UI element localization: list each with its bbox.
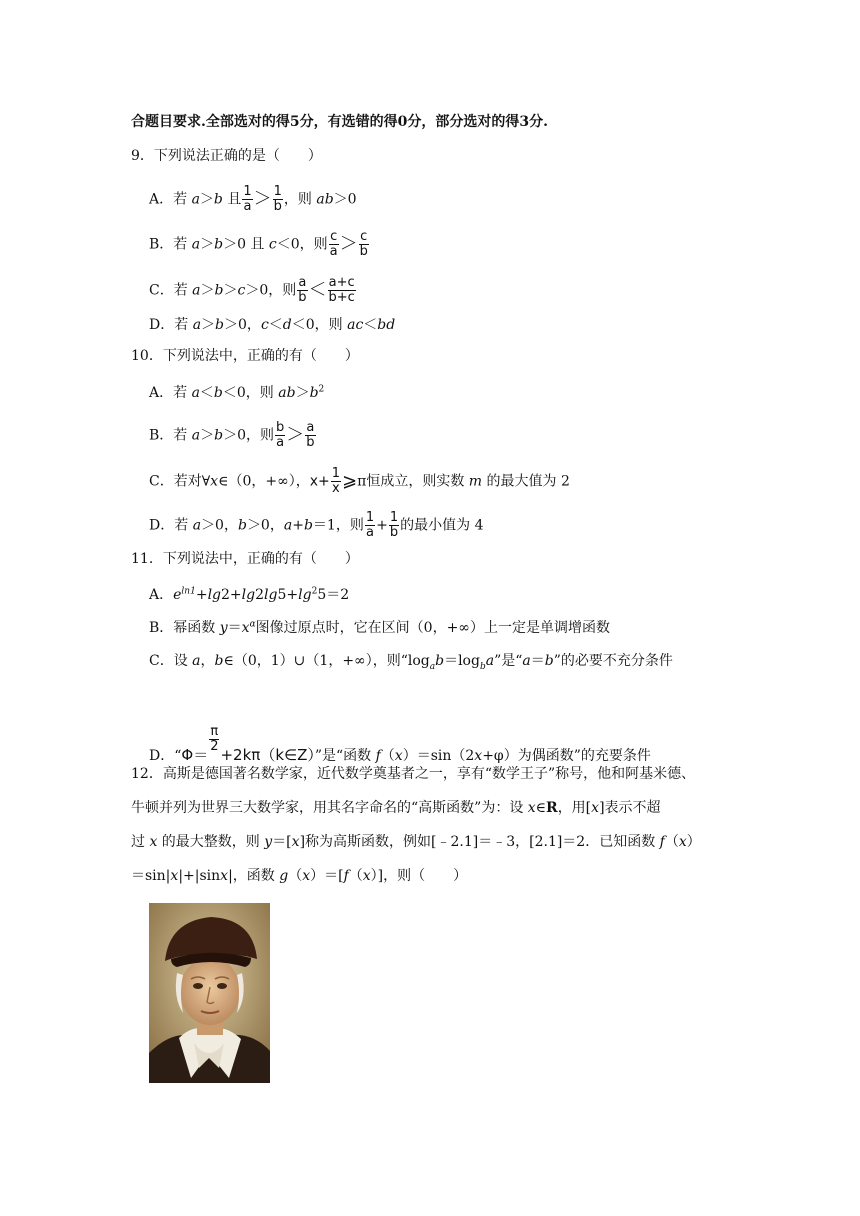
q11-option-b: [149, 618, 610, 638]
var: x: [678, 834, 687, 850]
q11-option-c: [149, 651, 673, 671]
text-fragment: （: [288, 868, 303, 884]
text-fragment: ”的必要不充分条件: [553, 653, 673, 669]
func: lg: [298, 587, 312, 603]
var: b: [215, 317, 225, 333]
text-fragment: C．若: [149, 282, 193, 299]
text-fragment: ）]，则（ ）: [370, 868, 468, 884]
text-fragment: ]表示不超: [599, 800, 661, 816]
op: +: [376, 517, 388, 534]
numerator: b: [276, 420, 285, 435]
text-fragment: ∈（0，+∞），: [218, 473, 310, 490]
var: b: [214, 236, 224, 253]
text-fragment: ＞0 且: [223, 236, 269, 253]
text-fragment: 牛顿并列为世界三大数学家，用其名字命名的“高斯函数”为：设: [131, 800, 528, 816]
q9-option-d: [149, 315, 395, 335]
text-fragment: （: [348, 868, 363, 884]
denominator: b: [298, 290, 307, 305]
var: a: [191, 191, 200, 208]
denominator: b+c: [328, 290, 355, 305]
op: ＝: [227, 620, 242, 636]
var: x: [591, 800, 600, 816]
text-fragment: ”是“: [494, 653, 523, 669]
fraction: [365, 511, 375, 540]
var: b: [544, 653, 554, 669]
text-fragment: ”是“函数: [314, 748, 376, 764]
denominator: b: [359, 244, 368, 259]
var: b: [435, 653, 445, 669]
var: g: [279, 868, 289, 884]
text-fragment: ）: [686, 834, 701, 850]
var: a: [191, 427, 201, 444]
text-fragment: 且: [222, 191, 242, 208]
text-fragment: C．设: [149, 653, 193, 669]
compare-symbol: ＜: [308, 279, 327, 301]
numerator: a: [306, 420, 315, 435]
numerator: 1: [365, 510, 375, 525]
text-fragment: ＞0，则: [245, 282, 297, 299]
compare-symbol: ＞: [286, 424, 305, 446]
instruction-note: 合题目要求.全部选对的得5分，有选错的得0分，部分选对的得3分.: [131, 114, 548, 130]
op: ＞: [295, 385, 310, 401]
text-fragment: D．若: [149, 517, 193, 534]
text-fragment: A．: [149, 587, 174, 603]
text-fragment: A．若: [149, 191, 192, 208]
var: x: [302, 868, 311, 884]
op: ＞: [223, 282, 238, 299]
text-fragment: ＞0，: [201, 517, 238, 534]
numerator: c: [330, 229, 338, 244]
fraction: [305, 421, 315, 450]
text-fragment: +φ）为偶函数”的充要条件: [482, 748, 651, 764]
var: a: [192, 282, 201, 299]
q11-option-a: [149, 585, 349, 605]
text-fragment: 5＝2: [317, 587, 350, 603]
var: a: [191, 236, 201, 253]
var: a: [192, 517, 202, 534]
exponent: 2: [318, 384, 325, 395]
var: m: [468, 473, 483, 490]
var: f: [659, 834, 665, 850]
subscript: a: [429, 661, 436, 672]
question-10-stem: 10．下列说法中，正确的有（ ）: [131, 348, 359, 364]
text-fragment: ，: [200, 653, 215, 669]
numerator: π: [210, 724, 219, 739]
text-fragment: 的最大整数，则: [157, 834, 265, 850]
numerator: 1: [273, 184, 282, 199]
text-fragment: |+|sin: [178, 868, 221, 884]
var: x: [474, 748, 483, 764]
numerator: a+c: [328, 275, 355, 290]
op: ＜: [268, 317, 283, 333]
var: b: [213, 385, 223, 401]
expr: +2kπ（k∈Z）: [220, 746, 315, 764]
q12-line-4: [131, 866, 467, 886]
var: b: [237, 517, 247, 534]
text-fragment: ＝[: [272, 834, 292, 850]
op: ＞: [200, 427, 215, 444]
var: b: [214, 282, 224, 299]
func: lg: [207, 587, 222, 603]
fraction: [297, 276, 307, 305]
text-fragment: ，用[: [557, 800, 592, 816]
var: a: [283, 517, 293, 534]
op: ＝: [530, 653, 545, 669]
denominator: a: [366, 525, 374, 540]
compare-symbol: ＞: [339, 233, 358, 255]
q9-option-b: [149, 230, 370, 259]
q10-option-a: [149, 383, 324, 403]
q9-option-c: [149, 276, 357, 305]
exponent: 2: [311, 586, 318, 597]
op: ＜: [363, 317, 378, 333]
var: ab: [278, 385, 296, 401]
var: a: [191, 385, 200, 401]
text-fragment: ＜0，则: [222, 385, 279, 401]
var: y: [264, 834, 273, 850]
text-fragment: ＝log: [444, 653, 480, 669]
q9-option-a: [149, 185, 357, 214]
text-fragment: 5+: [277, 587, 299, 603]
text-fragment: 2: [255, 587, 265, 603]
text-fragment: （: [380, 748, 395, 764]
text-fragment: A．若: [149, 385, 192, 401]
fraction: [242, 185, 252, 214]
var: b: [303, 517, 313, 534]
denominator: b: [389, 525, 399, 540]
subscript: b: [479, 661, 486, 672]
var: a: [192, 653, 201, 669]
denominator: b: [306, 435, 315, 450]
text-fragment: ＝sin|: [131, 868, 171, 884]
fraction: [331, 467, 341, 496]
fraction: [389, 511, 399, 540]
denominator: a: [243, 199, 252, 214]
q12-line-1: 12．高斯是德国著名数学家，近代数学奠基者之一，享有“数学王子”称号，他和阿基米德、: [131, 766, 696, 782]
denominator: a: [276, 435, 285, 450]
q11-option-d: [149, 725, 651, 766]
var: bd: [377, 317, 396, 333]
var: d: [282, 317, 292, 333]
op: ＞: [201, 317, 216, 333]
text-fragment: B．若: [149, 427, 192, 444]
op: +: [292, 517, 304, 534]
compare-symbol: ＞: [253, 188, 272, 210]
text-fragment: ＞0: [333, 191, 357, 208]
fraction: [328, 276, 356, 305]
text-fragment: ]称为高斯函数，例如[﹣2.1]＝﹣3，[2.1]＝2．已知函数: [299, 834, 660, 850]
var: x: [170, 868, 179, 884]
q12-line-2: [131, 798, 661, 818]
text-fragment: ）＝[: [310, 868, 344, 884]
text-fragment: |，函数: [228, 868, 280, 884]
text-fragment: D．若: [149, 317, 193, 333]
q10-option-c: [149, 467, 570, 496]
text-fragment: ＜0，则: [276, 236, 328, 253]
var: x: [241, 620, 250, 636]
var: f: [343, 868, 349, 884]
text-fragment: ∈（0，1）∪（1，+∞），则“log: [223, 653, 430, 669]
op: ＜: [199, 385, 214, 401]
text-fragment: 的最大值为 2: [482, 473, 570, 490]
text-fragment: ＞0，: [224, 317, 261, 333]
text-fragment: B．若: [149, 236, 192, 253]
text-fragment: 恒成立，则实数: [366, 473, 469, 490]
var: x: [362, 868, 371, 884]
var: ab: [316, 191, 334, 208]
question-11-stem: 11．下列说法中，正确的有（ ）: [131, 551, 359, 567]
var: y: [219, 620, 228, 636]
fraction: [359, 230, 369, 259]
var: x: [291, 834, 300, 850]
q12-line-3: [131, 832, 701, 852]
var: a: [192, 317, 202, 333]
text-fragment: 图像过原点时，它在区间（0，+∞）上一定是单调增函数: [255, 620, 610, 636]
exponent: ln1: [181, 586, 196, 597]
text-fragment: ＜0，则: [291, 317, 348, 333]
q10-option-d: [149, 511, 484, 540]
var: b: [309, 385, 319, 401]
var: c: [268, 236, 277, 253]
text-fragment: ＞0，: [246, 517, 284, 534]
text-fragment: ＝1，则: [312, 517, 364, 534]
var: a: [522, 653, 531, 669]
text-fragment: C．若对∀: [149, 473, 211, 490]
func: lg: [241, 587, 256, 603]
op: ∈: [535, 800, 547, 816]
op: ＞: [200, 236, 215, 253]
text-fragment: B．幂函数: [149, 620, 220, 636]
var: e: [173, 587, 182, 603]
gauss-portrait-image: [149, 903, 270, 1083]
var: x: [149, 834, 158, 850]
numerator: a: [298, 275, 307, 290]
fraction: [209, 725, 219, 754]
var: f: [375, 748, 381, 764]
pi-symbol: π: [357, 473, 367, 490]
numerator: 1: [389, 510, 399, 525]
text-fragment: 过: [131, 834, 150, 850]
var: b: [214, 653, 224, 669]
numerator: 1: [243, 184, 252, 199]
denominator: 2: [210, 739, 219, 754]
text-fragment: ）＝sin（2: [402, 748, 475, 764]
real-set-symbol: R: [546, 800, 558, 816]
text-fragment: ＞0，则: [223, 427, 274, 444]
text-fragment: （: [664, 834, 679, 850]
var: b: [214, 427, 224, 444]
var: c: [260, 317, 269, 333]
var: x: [210, 473, 219, 490]
question-9-stem: 9．下列说法正确的是（ ）: [131, 148, 322, 164]
fraction: [275, 421, 285, 450]
denominator: b: [273, 199, 282, 214]
text-fragment: ，则: [283, 191, 317, 208]
phi-expression: Φ＝: [181, 746, 209, 764]
denominator: x: [332, 481, 340, 496]
numerator: 1: [331, 466, 341, 481]
var: c: [237, 282, 246, 299]
expr: x+: [309, 473, 330, 490]
text-fragment: 的最小值为 4: [400, 517, 484, 534]
var: a: [485, 653, 495, 669]
var: b: [213, 191, 223, 208]
numerator: c: [360, 229, 368, 244]
compare-symbol: ⩾: [342, 470, 358, 492]
op: ＞: [200, 282, 215, 299]
fraction: [273, 185, 283, 214]
denominator: a: [329, 244, 338, 259]
q10-option-b: [149, 421, 317, 450]
var: x: [394, 748, 403, 764]
var: x: [527, 800, 536, 816]
var: ac: [347, 317, 364, 333]
fraction: [329, 230, 339, 259]
text-fragment: 2+: [221, 587, 242, 603]
text-fragment: D．“: [149, 748, 182, 764]
func: lg: [264, 587, 278, 603]
op: ＞: [199, 191, 214, 208]
op: +: [195, 587, 208, 603]
var: x: [220, 868, 229, 884]
exponent: α: [249, 619, 256, 630]
